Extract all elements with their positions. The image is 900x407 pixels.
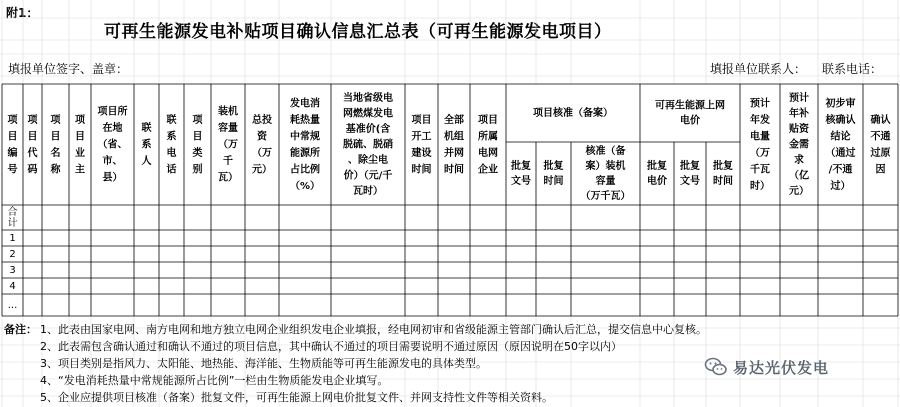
row-label: 2 xyxy=(9,249,16,260)
note-text: 2、此表需包含确认通过和确认不通过的项目信息，其中确认不通过的项目需要说明不通过原因（原因说明在50字以内） xyxy=(40,340,622,353)
column-header: 开工 xyxy=(411,131,432,143)
column-header: 文号 xyxy=(680,176,700,187)
column-header: 目 xyxy=(7,131,18,143)
column-header: 资 xyxy=(257,131,267,143)
column-header: 系 xyxy=(141,139,152,151)
column-header: 电网 xyxy=(478,147,498,159)
column-header: （省、 xyxy=(97,139,128,151)
column-header: 总投 xyxy=(252,114,272,126)
attachment-label: 附1： xyxy=(6,6,39,20)
column-header: 项 xyxy=(75,114,85,126)
column-header: 项 xyxy=(7,114,18,126)
column-header: 时间 xyxy=(444,164,464,176)
column-header: 称 xyxy=(50,164,61,176)
group-header-approval: 项目核准（备案） xyxy=(533,108,613,119)
column-header: 项 xyxy=(27,114,38,126)
column-header: 联 xyxy=(141,123,152,134)
column-header: 目 xyxy=(192,131,203,143)
column-header: 确认 xyxy=(870,114,891,126)
column-header: 人 xyxy=(141,156,152,167)
column-header: 主 xyxy=(75,164,85,176)
column-header: （万 xyxy=(218,139,238,151)
note-text: 1、此表由国家电网、南方电网和地方独立电网企业组织发电企业填报，经电网初审和省级能源主管部门确认后汇总，提交信息中心复核。 xyxy=(40,323,707,336)
column-header: 贴资 xyxy=(789,124,809,135)
column-header: 批复 xyxy=(680,161,700,172)
column-header: 并网 xyxy=(444,147,464,159)
column-header: 预计 xyxy=(789,93,809,104)
note-line xyxy=(4,321,707,338)
column-header: 网燃煤发电 xyxy=(343,108,393,120)
column-header: 电价 xyxy=(647,176,667,187)
column-header: 建设 xyxy=(411,147,432,159)
note-text: 4、“发电消耗热量中常规能源所占比例”一栏由生物质能发电企业填写。 xyxy=(40,374,389,387)
contact-person-label: 填报单位联系人： xyxy=(710,62,807,76)
column-header: 初步审 xyxy=(825,98,856,110)
column-header: 县） xyxy=(102,172,123,184)
column-header: 项 xyxy=(192,114,203,126)
column-header: 占比例 xyxy=(290,164,320,176)
note-line xyxy=(4,389,707,406)
column-header: 基准价(含 xyxy=(345,124,391,135)
column-header: 案）装机 xyxy=(585,161,626,172)
column-header: （万 xyxy=(750,147,770,159)
row-label: 计 xyxy=(7,218,18,229)
column-header: 核准（备 xyxy=(585,146,626,157)
column-header: 发电消 xyxy=(290,98,320,110)
column-header: 话 xyxy=(166,164,177,176)
column-header: 联 xyxy=(166,114,177,126)
column-header: 因 xyxy=(875,164,886,176)
column-header: 批复 xyxy=(647,161,667,172)
wechat-icon xyxy=(704,355,728,379)
note-line xyxy=(4,372,707,389)
column-header: （万 xyxy=(252,147,272,159)
column-header: 结论 xyxy=(830,131,851,143)
column-header: 过原 xyxy=(870,147,891,159)
column-header: 项 xyxy=(50,114,61,126)
row-label: 1 xyxy=(9,233,16,244)
column-header: 价）（元/千 xyxy=(343,170,393,182)
column-header: 目 xyxy=(50,131,61,143)
column-header: 代 xyxy=(27,147,38,159)
column-header: 项目所 xyxy=(97,106,128,118)
column-header: 电 xyxy=(166,147,177,159)
column-header: 码 xyxy=(27,164,38,176)
note-text: 5、企业应提供项目核准（备案）批复文件，可再生能源上网电价批复文件、并网支持性文件等相关资料。 xyxy=(40,391,553,404)
column-header: 瓦时） xyxy=(353,186,383,197)
column-header: 能源所 xyxy=(290,147,320,159)
column-header: 编 xyxy=(7,147,18,159)
row-label: 合 xyxy=(7,207,18,218)
group-header-tariff: 可再生能源上网 xyxy=(655,100,725,112)
column-header: 年发 xyxy=(750,114,770,126)
watermark-text: 易达光伏发电 xyxy=(733,358,830,377)
column-header: 机组 xyxy=(444,131,464,143)
column-header: 元） xyxy=(252,164,272,176)
column-header: 核确认 xyxy=(825,114,856,126)
column-header: 所属 xyxy=(478,131,498,143)
column-header: 求 xyxy=(794,155,804,166)
column-header: 批复 xyxy=(713,161,733,172)
column-header: 耗热量 xyxy=(290,114,320,126)
column-header: 、除尘电 xyxy=(348,155,388,166)
watermark xyxy=(704,355,829,379)
column-header: 类 xyxy=(192,147,203,159)
row-label: 3 xyxy=(9,265,16,276)
column-header: 在地 xyxy=(102,123,123,134)
column-header: 文号 xyxy=(511,176,531,187)
column-header: 时） xyxy=(750,180,770,192)
page-title: 可再生能源发电补贴项目确认信息汇总表（可再生能源发电项目） xyxy=(104,22,612,42)
column-header: 千瓦 xyxy=(750,164,770,176)
notes-label: 备注： xyxy=(4,323,37,336)
column-header: 业 xyxy=(75,147,85,159)
column-header: 千 xyxy=(223,156,233,167)
column-header: 项目 xyxy=(411,114,432,126)
column-header: 企业 xyxy=(478,164,498,176)
column-header: 别 xyxy=(192,164,203,176)
column-header: 预计 xyxy=(750,98,770,110)
column-header: 不通 xyxy=(870,131,891,143)
column-header: 时间 xyxy=(543,176,564,187)
column-header: 年补 xyxy=(789,108,809,120)
column-header: （万千瓦） xyxy=(580,191,631,202)
column-header: /不通 xyxy=(828,164,853,176)
column-header: 目 xyxy=(75,131,85,143)
column-header: 电量 xyxy=(750,131,770,143)
column-header: 装机 xyxy=(218,106,238,118)
column-header: 过） xyxy=(830,180,851,192)
column-header: 当地省级电 xyxy=(343,93,393,104)
column-header: 金需 xyxy=(789,139,809,151)
row-label: ... xyxy=(7,300,18,311)
column-header: 批复 xyxy=(511,161,531,172)
column-header: 中常规 xyxy=(290,131,320,143)
column-header: 时间 xyxy=(713,176,733,187)
unit-signature-label: 填报单位签字、盖章： xyxy=(8,62,129,76)
column-header: （亿 xyxy=(789,170,809,182)
column-header: 项目 xyxy=(478,114,498,126)
column-header: 名 xyxy=(50,147,61,159)
column-header: 目 xyxy=(27,131,38,143)
column-header: 号 xyxy=(7,164,18,176)
column-header: 系 xyxy=(166,131,177,143)
contact-phone-label: 联系电话： xyxy=(822,62,883,76)
column-header: 市、 xyxy=(102,156,123,167)
column-header: 批复 xyxy=(543,161,564,172)
column-header: 时间 xyxy=(411,164,432,176)
column-header: 元） xyxy=(789,186,809,197)
note-line xyxy=(4,355,707,372)
note-text: 3、项目类别是指风力、太阳能、地热能、海洋能、生物质能等可再生能源发电的具体类型。 xyxy=(40,357,487,370)
notes-section xyxy=(4,321,707,406)
group-header-tariff: 电价 xyxy=(680,115,700,127)
column-header: 容量 xyxy=(218,123,238,134)
column-header: 瓦） xyxy=(218,172,238,184)
column-header: 全部 xyxy=(444,114,464,126)
column-header: （%） xyxy=(289,180,321,192)
column-header: （通过 xyxy=(825,147,856,159)
note-line xyxy=(4,338,707,355)
column-header: 脱硫、脱硝 xyxy=(343,139,393,151)
column-header: 容量 xyxy=(595,176,616,187)
row-label: 4 xyxy=(9,281,16,292)
